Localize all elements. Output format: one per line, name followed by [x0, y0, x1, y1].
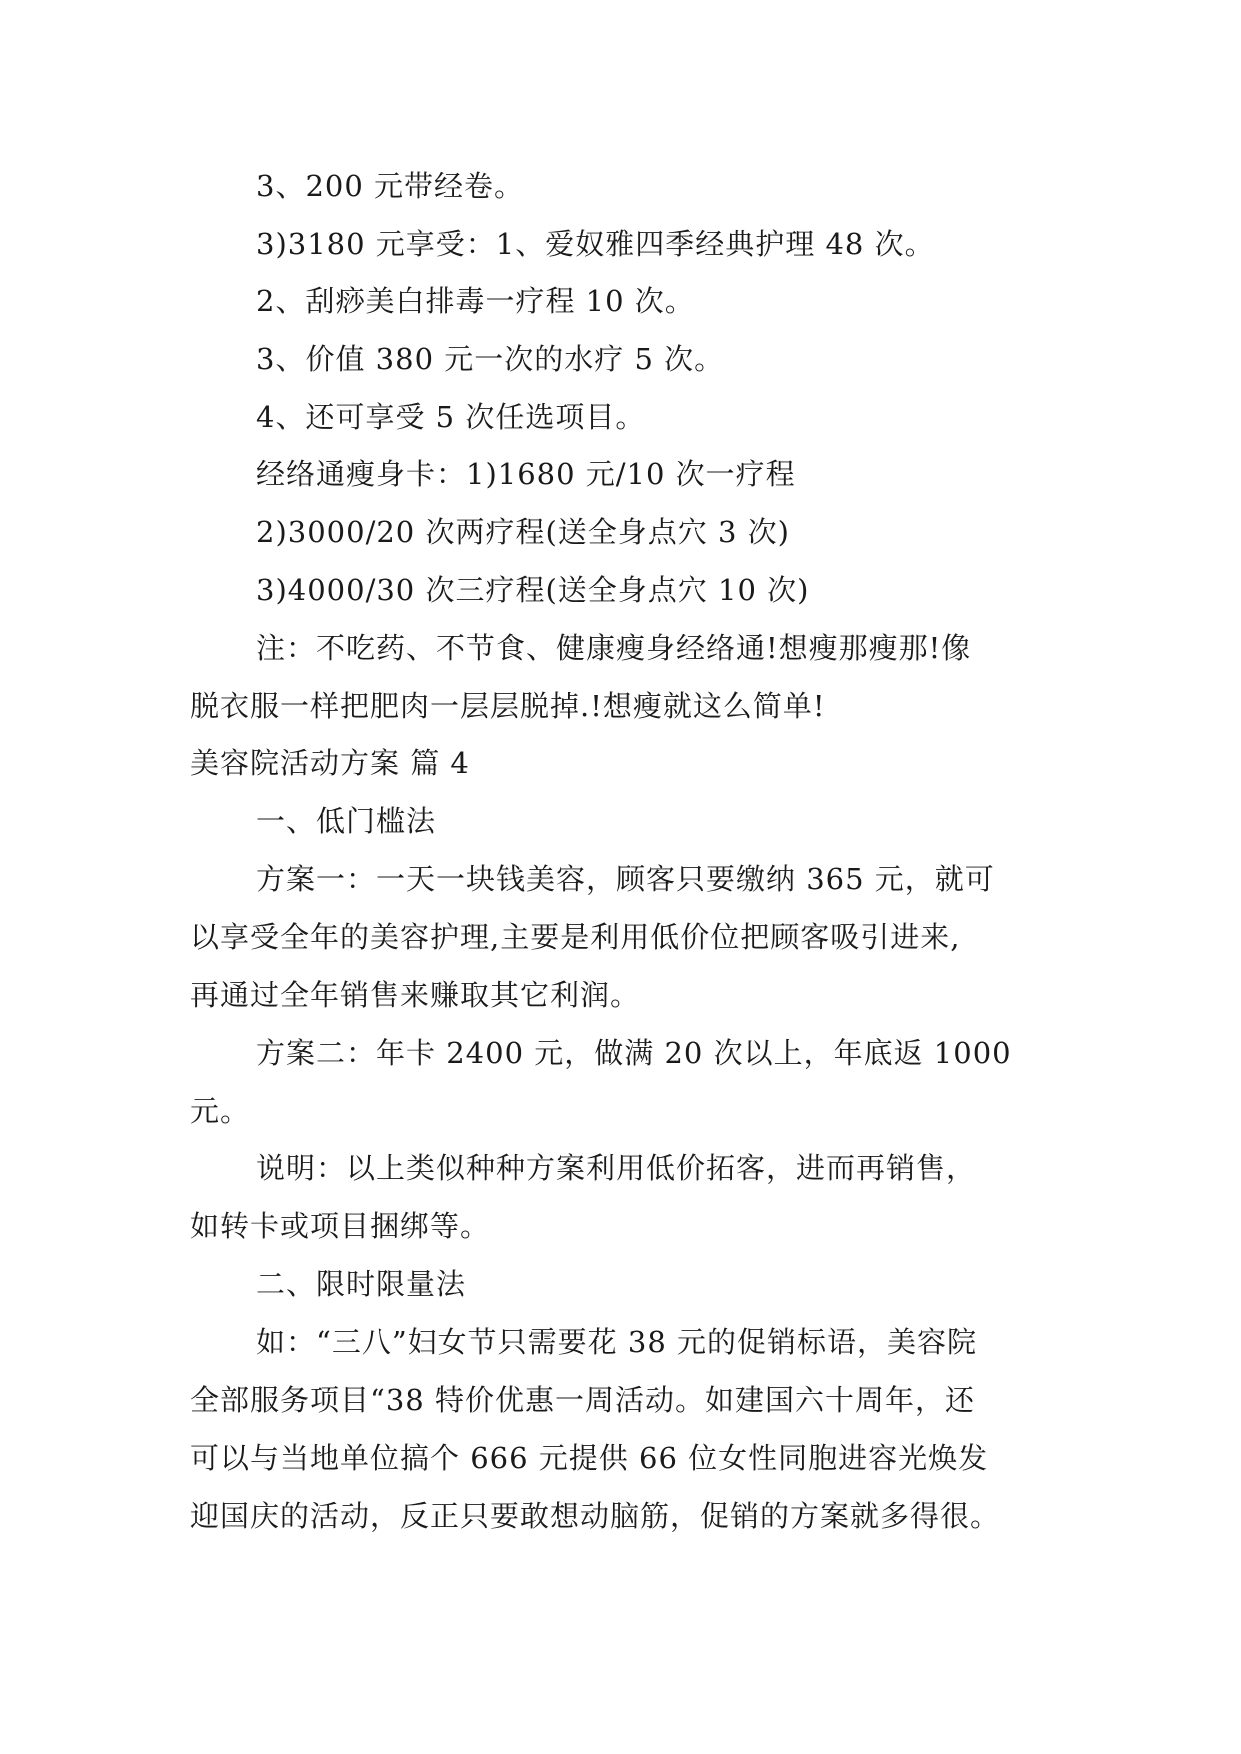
text-line: 可以与当地单位搞个 666 元提供 66 位女性同胞进容光焕发: [190, 1441, 989, 1475]
text-line: 3、价值 380 元一次的水疗 5 次。: [256, 342, 725, 376]
text-line: 全部服务项目“38 特价优惠一周活动。如建国六十周年，还: [190, 1383, 975, 1417]
text-line: 3)3180 元享受：1、爱奴雅四季经典护理 48 次。: [256, 227, 935, 261]
text-line: 如：“三八”妇女节只需要花 38 元的促销标语，美容院: [256, 1325, 977, 1359]
text-line: 方案一：一天一块钱美容，顾客只要缴纳 365 元，就可: [256, 862, 995, 896]
text-line: 方案二：年卡 2400 元，做满 20 次以上，年底返 1000: [256, 1036, 1012, 1070]
subheading: 一、低门槛法: [256, 804, 437, 838]
text-line: 3)4000/30 次三疗程(送全身点穴 10 次): [256, 573, 810, 607]
text-line: 再通过全年销售来赚取其它利润。: [190, 978, 641, 1012]
subheading: 二、限时限量法: [256, 1267, 467, 1301]
text-line: 2)3000/20 次两疗程(送全身点穴 3 次): [256, 515, 790, 549]
text-line: 2、刮痧美白排毒一疗程 10 次。: [256, 284, 695, 318]
text-line: 4、还可享受 5 次任选项目。: [256, 400, 646, 434]
text-line: 注：不吃药、不节食、健康瘦身经络通!想瘦那瘦那!像: [256, 631, 972, 665]
text-line: 如转卡或项目捆绑等。: [190, 1209, 491, 1243]
text-line: 以享受全年的美容护理,主要是利用低价位把顾客吸引进来,: [190, 920, 961, 954]
text-line: 3、200 元带经卷。: [256, 169, 525, 203]
text-line: 说明：以上类似种种方案利用低价拓客，进而再销售，: [256, 1151, 977, 1185]
text-line: 迎国庆的活动，反正只要敢想动脑筋，促销的方案就多得很。: [190, 1499, 1001, 1533]
text-line: 经络通瘦身卡：1)1680 元/10 次一疗程: [256, 457, 796, 491]
text-line: 元。: [190, 1094, 251, 1128]
text-line: 脱衣服一样把肥肉一层层脱掉.!想瘦就这么简单!: [190, 689, 826, 723]
section-heading: 美容院活动方案 篇 4: [190, 746, 470, 780]
